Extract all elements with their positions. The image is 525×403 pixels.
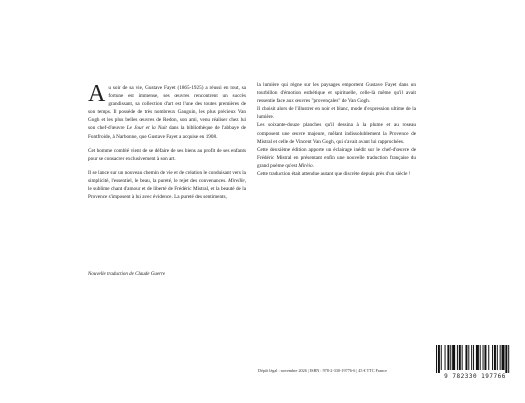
barcode-bar bbox=[473, 345, 474, 370]
poem-title: Mireille bbox=[228, 177, 245, 184]
barcode-bar bbox=[468, 345, 469, 370]
barcode bbox=[432, 345, 518, 383]
barcode-bar bbox=[445, 345, 446, 370]
paragraph-3-text: Il se lance sur un nouveau chemin de vie et de création le conduisant vers la simplicité, l'essentiel, le beau, la pureté, le rejet des convenances. bbox=[88, 169, 246, 184]
barcode-bar bbox=[471, 345, 472, 370]
paragraph-6: Les soixante-douze planches qu'il dessina à la plume et au roseau composent une œuvre majeure, mêlant indissolublement la Provence de Mistral et celle de Vincent Van Gogh, qui s'avait avant lui rapprochées. bbox=[257, 122, 416, 145]
barcode-bar bbox=[505, 345, 507, 373]
barcode-bar bbox=[447, 345, 449, 370]
barcode-digits: 9 782330 197766 bbox=[444, 373, 506, 380]
paragraph-1-end: dans la bibliothèque de l'abbaye de Fontfroide, à Narbonne, que Gustave Fayet a acquise en 1908. bbox=[88, 125, 246, 140]
paragraph-1-text: u soir de sa vie, Gustave Fayet (1865-1925) a réussi en tout, sa fortune est immense, ses œuvres rencontrent un succès grandissant, sa collection d'art est l'une des toutes premières de son temps. Il possède de très nombreux Gauguin, les plus précieux Van Gogh et les plus belles œuvres de Redon, son ami, venu réaliser chez lui son chef-d'œuvre bbox=[88, 85, 246, 132]
barcode-bar bbox=[494, 345, 496, 370]
barcode-bar bbox=[480, 345, 481, 370]
barcode-bar bbox=[484, 345, 486, 370]
barcode-bar bbox=[488, 345, 489, 370]
paragraph-2: Cet homme comblé vient de se défaire de ses biens au profit de ses enfants pour se consacrer exclusivement à son art. bbox=[88, 147, 246, 162]
barcode-bar bbox=[457, 345, 458, 370]
translation-credit: Nouvelle traduction de Claude Guerre bbox=[88, 272, 166, 277]
barcode-bar bbox=[462, 345, 463, 370]
barcode-bar bbox=[452, 345, 455, 370]
barcode-bar bbox=[500, 345, 501, 370]
paragraph-1 bbox=[88, 81, 246, 141]
barcode-bar bbox=[492, 345, 493, 370]
paragraph-3-end: , le sublime chant d'amour et de liberté de Frédéric Mistral, et la beauté de la Provence s'imposent à lui avec évidence. La pureté des sentiments, bbox=[88, 177, 246, 201]
paragraph-7 bbox=[257, 146, 416, 170]
right-column bbox=[257, 81, 416, 178]
barcode-bar bbox=[450, 345, 451, 370]
barcode-bar bbox=[441, 345, 442, 370]
artwork-title: Le Jour et la Nuit bbox=[126, 125, 167, 132]
barcode-bars bbox=[432, 345, 518, 373]
drop-cap: A bbox=[88, 81, 106, 107]
barcode-bar bbox=[459, 345, 461, 370]
paragraph-4: la lumière qui règne sur les paysages emportent Gustave Fayet dans un tourbillon d'émotion esthétique et spirituelle, celle-là même qu'il avait ressentie face aux œuvres "provençales" de Van Gogh. bbox=[257, 82, 416, 105]
barcode-bar bbox=[476, 345, 479, 370]
barcode-bar bbox=[502, 345, 505, 370]
paragraph-7-end: . bbox=[312, 162, 314, 169]
legal-line: Dépôt légal : novembre 2026 | ISBN : 978-2-330-19776-6 | 45 € TTC France bbox=[258, 368, 387, 373]
paragraph-8: Cette traduction était attendue autant que discrète depuis près d'un siècle ! bbox=[257, 171, 411, 178]
paragraph-7-text: Cette deuxième édition apporte un éclairage inédit sur le chef-d'œuvre de Frédéric Mistral en présentant enfin une nouvelle traduction française du grand poème qu'est bbox=[257, 146, 416, 169]
barcode-bar bbox=[508, 345, 509, 373]
barcode-bar bbox=[483, 345, 484, 370]
poem-title-occitan: Mirèio bbox=[298, 162, 313, 169]
paragraph-5: Il choisit alors de l'illustrer en noir et blanc, mode d'expression ultime de la lumière. bbox=[257, 106, 416, 121]
barcode-bar bbox=[436, 345, 437, 373]
barcode-bar bbox=[438, 345, 440, 373]
left-column bbox=[88, 81, 246, 201]
paragraph-3 bbox=[88, 169, 246, 201]
barcode-bar bbox=[497, 345, 498, 370]
barcode-bar bbox=[465, 345, 467, 370]
